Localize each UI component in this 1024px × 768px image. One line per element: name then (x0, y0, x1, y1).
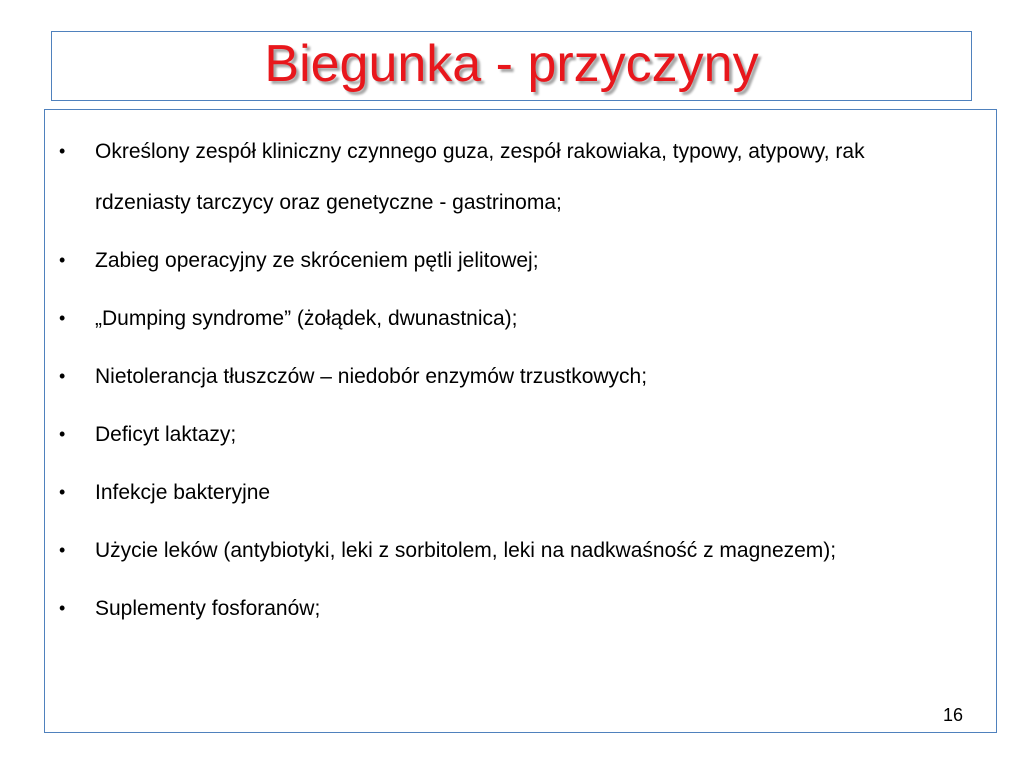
bullet-text: Określony zespół kliniczny czynnego guza, zespół rakowiaka, typowy, atypowy, rak rdzeniasty tarczycy oraz genetyczne - gastrinoma; (95, 140, 865, 214)
list-item (45, 467, 996, 518)
list-item (45, 525, 996, 576)
bullet-icon: • (59, 308, 66, 328)
page-number: 16 (942, 705, 963, 725)
bullet-text: Użycie leków (antybiotyki, leki z sorbitolem, leki na nadkwaśność z magnezem); (95, 539, 837, 562)
bullet-text: „Dumping syndrome” (żołądek, dwunastnica); (95, 307, 518, 330)
bullet-icon: • (59, 540, 66, 560)
bullet-icon: • (59, 141, 66, 161)
list-item (45, 235, 996, 286)
list-item (45, 126, 996, 228)
bullet-text: Infekcje bakteryjne (95, 481, 271, 504)
content-box (44, 109, 997, 733)
bullet-icon: • (59, 482, 66, 502)
list-item (45, 293, 996, 344)
bullet-text: Deficyt laktazy; (95, 423, 237, 446)
bullet-text: Zabieg operacyjny ze skróceniem pętli jelitowej; (95, 249, 539, 272)
list-item (45, 583, 996, 634)
list-item (45, 351, 996, 402)
bullet-icon: • (59, 366, 66, 386)
title-box (51, 31, 972, 101)
bullet-icon: • (59, 598, 66, 618)
bullet-list (45, 126, 996, 641)
bullet-text: Nietolerancja tłuszczów – niedobór enzymów trzustkowych; (95, 365, 648, 388)
bullet-icon: • (59, 250, 66, 270)
list-item (45, 409, 996, 460)
bullet-icon: • (59, 424, 66, 444)
slide-title: Biegunka - przyczyny (264, 35, 759, 93)
bullet-text: Suplementy fosforanów; (95, 597, 321, 620)
